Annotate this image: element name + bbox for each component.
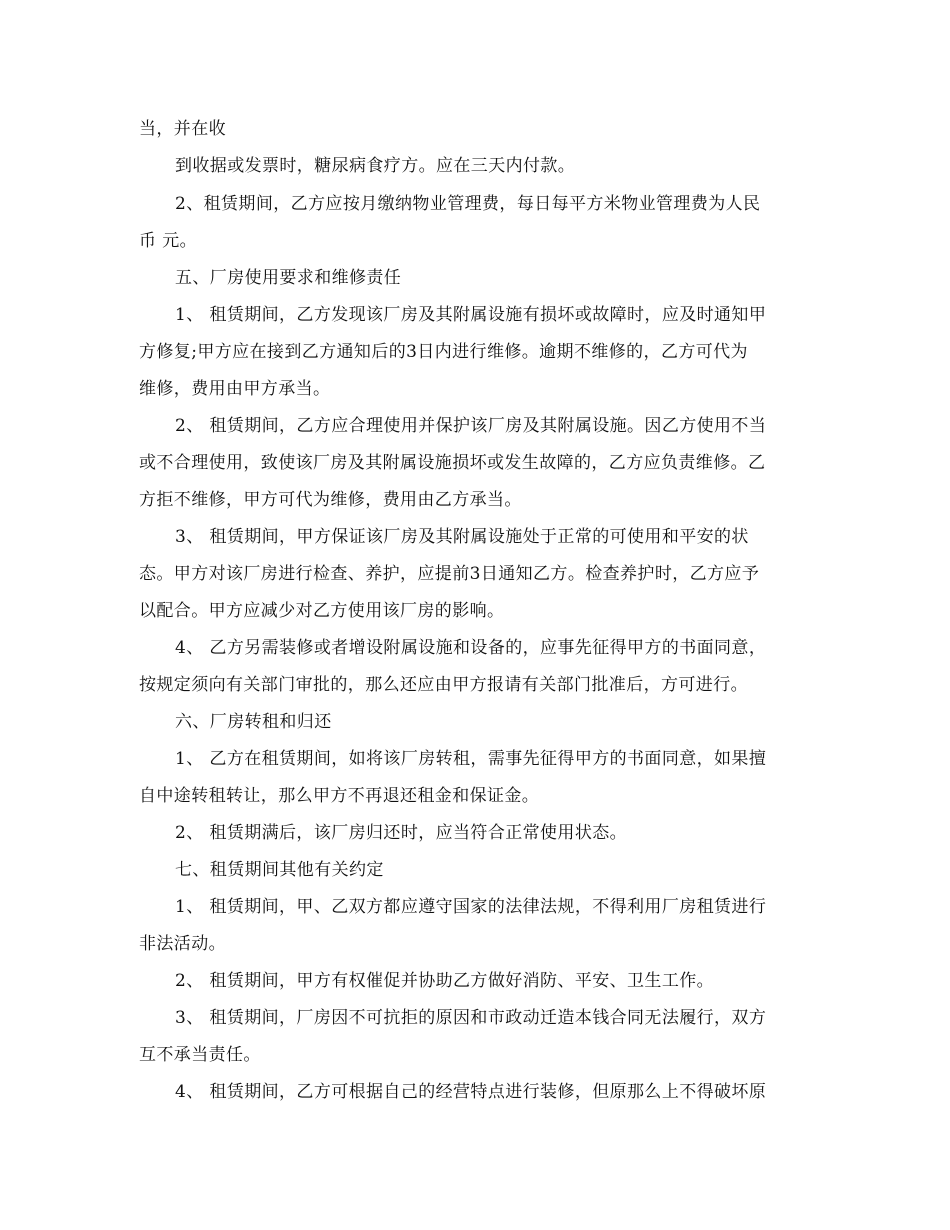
text-line: 方拒不维修，甲方可代为维修，费用由乙方承当。 [139, 490, 522, 510]
text-line: 1、 乙方在租赁期间，如将该厂房转租，需事先征得甲方的书面同意，如果擅 [175, 749, 767, 769]
text-line: 非法活动。 [139, 934, 226, 954]
text-line: 2、 租赁期间，乙方应合理使用并保护该厂房及其附属设施。因乙方使用不当 [175, 416, 767, 436]
text-line: 或不合理使用，致使该厂房及其附属设施损坏或发生故障的，乙方应负责维修。乙 [139, 453, 766, 473]
text-line: 2、 租赁期间，甲方有权催促并协助乙方做好消防、平安、卫生工作。 [175, 971, 715, 991]
text-line: 1、 租赁期间，乙方发现该厂房及其附属设施有损坏或故障时，应及时通知甲 [175, 305, 767, 325]
text-line: 4、 租赁期间，乙方可根据自己的经营特点进行装修，但原那么上不得破坏原 [175, 1082, 767, 1102]
text-line: 3、 租赁期间，厂房因不可抗拒的原因和市政动迁造本钱合同无法履行，双方 [175, 1008, 767, 1028]
text-line: 3、 租赁期间，甲方保证该厂房及其附属设施处于正常的可使用和平安的状 [175, 527, 749, 547]
text-line: 维修，费用由甲方承当。 [139, 379, 331, 399]
text-line: 态。甲方对该厂房进行检查、养护，应提前3日通知乙方。检查养护时，乙方应予 [139, 564, 760, 584]
text-line: 按规定须向有关部门审批的，那么还应由甲方报请有关部门批准后，方可进行。 [139, 675, 748, 695]
section-heading: 六、厂房转租和归还 [175, 712, 332, 732]
text-line: 以配合。甲方应减少对乙方使用该厂房的影响。 [139, 601, 505, 621]
text-line: 当，并在收 [139, 119, 226, 139]
text-line: 到收据或发票时，糖尿病食疗方。应在三天内付款。 [175, 156, 576, 176]
section-heading: 七、租赁期间其他有关约定 [175, 860, 384, 880]
text-line: 2、租赁期间，乙方应按月缴纳物业管理费，每日每平方米物业管理费为人民 [175, 194, 761, 214]
text-line: 2、 租赁期满后，该厂房归还时，应当符合正常使用状态。 [175, 823, 628, 843]
text-line: 方修复;甲方应在接到乙方通知后的3日内进行维修。逾期不维修的，乙方可代为 [139, 342, 748, 362]
section-heading: 五、厂房使用要求和维修责任 [175, 268, 402, 288]
text-line: 互不承当责任。 [139, 1045, 261, 1065]
text-line: 1、 租赁期间，甲、乙双方都应遵守国家的法律法规，不得利用厂房租赁进行 [175, 897, 767, 917]
text-line: 4、 乙方另需装修或者增设附属设施和设备的，应事先征得甲方的书面同意， [175, 638, 767, 658]
text-line: 自中途转租转让，那么甲方不再退还租金和保证金。 [139, 786, 540, 806]
text-line: 币 元。 [139, 231, 198, 251]
